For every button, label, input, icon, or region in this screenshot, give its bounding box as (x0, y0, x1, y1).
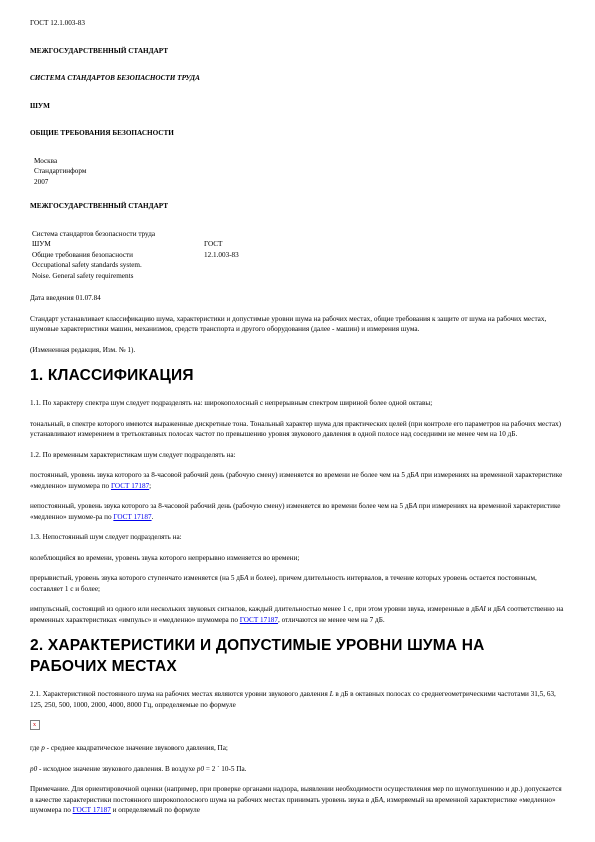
text: прерывистый, уровень звука которого ступенчато изменяется (на 5 дБ (30, 574, 245, 582)
text: где (30, 744, 42, 752)
text: - среднее квадратическое значение звукового давления, Па; (44, 744, 228, 752)
section-1-heading: 1. КЛАССИФИКАЦИЯ (30, 367, 194, 384)
title-line: Система стандартов безопасности труда (32, 229, 156, 238)
publisher-name: Стандартинформ (34, 167, 87, 175)
symbol-p0: p0 (196, 764, 205, 773)
unit-symbol: A (244, 574, 249, 582)
interstate-standard-label: МЕЖГОСУДАРСТВЕННЫЙ СТАНДАРТ (30, 46, 169, 55)
scope-paragraph: Стандарт устанавливает классификацию шума, характеристики и допустимые уровни шума на рабочих местах, общие требования к защите от шума на рабочих местах, шумовые характеристики машин, механизмов, средств транспорта и другого оборудования (далее - машин) и измерения шума. (30, 314, 547, 333)
gost-17187-link[interactable]: ГОСТ 17187 (239, 615, 278, 624)
paragraph-1-2-nonconstant (30, 501, 565, 522)
text: Примечание. Для ориентировочной оценки (например, при проверке органами надзора, выявлении необходимости осуществления мер по шумоглушению и др.) допускается в качестве характеристики постоянного широкополосного шума на рабочих местах принимать уровень звука в дБ (30, 785, 562, 804)
general-requirements-title: ОБЩИЕ ТРЕБОВАНИЯ БЕЗОПАСНОСТИ (30, 129, 174, 137)
formula-image (30, 720, 565, 743)
symbol-p: p (41, 744, 45, 752)
text: соответственно на временных характеристиках «импульс» и «медленно» шумомера по (30, 605, 564, 624)
paragraph-2-1 (30, 689, 565, 710)
text: и более), причем длительность интервалов, в течение которых уровень остается постоянным, составляет 1 с и более; (30, 574, 537, 593)
text: , отличаются не менее чем на 7 дБ. (277, 615, 385, 624)
unit-symbol: A (501, 605, 506, 613)
publisher-city: Москва (34, 156, 58, 165)
publisher-year: 2007 (34, 177, 49, 186)
publisher-block (34, 156, 565, 188)
gost-17187-link[interactable]: ГОСТ 17187 (72, 806, 111, 814)
title-line: ШУМ (32, 240, 51, 248)
title-block-table (32, 229, 239, 282)
unit-symbol: A (414, 471, 419, 479)
text: - исходное значение звукового давления. В воздухе (37, 764, 197, 773)
where-line (30, 743, 565, 754)
title-gost-label: ГОСТ (204, 240, 223, 248)
symbol-p0: p0 (30, 764, 38, 773)
text: ; (149, 481, 152, 490)
paragraph-1-3-fluctuating: колеблющийся во времени, уровень звука которого непрерывно изменяется во времени; (30, 553, 300, 562)
text: , измеряемый на временной характеристике «медленно» шумомера по (30, 795, 556, 814)
title-line: Общие требования безопасности (32, 250, 134, 259)
text: при измерениях на временной характеристике «медленно» шумоме-ра по (30, 502, 561, 521)
gost-17187-link[interactable]: ГОСТ 17187 (113, 512, 152, 521)
text: = 2 ´ 10-5 Па. (204, 764, 247, 773)
unit-symbol: AI (478, 605, 486, 613)
title-block-left (32, 229, 204, 282)
text: при измерениях на временной характеристике «медленно» шумомера по (30, 471, 563, 490)
system-title: СИСТЕМА СТАНДАРТОВ БЕЗОПАСНОСТИ ТРУДА (30, 74, 200, 82)
symbol-l: L (329, 690, 334, 698)
title-block-right (204, 229, 239, 282)
unit-symbol: A (412, 502, 418, 510)
gost-17187-link[interactable]: ГОСТ 17187 (110, 481, 150, 490)
paragraph-1-2-constant (30, 470, 565, 491)
interstate-standard-label-2: МЕЖГОСУДАРСТВЕННЫЙ СТАНДАРТ (30, 202, 169, 210)
paragraph-1-3-intermittent (30, 573, 565, 594)
paragraph-1-1-tonal: тональный, в спектре которого имеются выраженные дискретные тона. Тональный характер шума для практических целей (при контроле его параметров на рабочих местах) устанавливают измерением в третьоктавных полосах частот по превышению уровня звукового давления в одной полосе над соседними не менее чем на 10 дБ. (30, 419, 562, 438)
text: и определяемый по формуле (110, 806, 200, 814)
text: в дБ в октавных полосах со среднегеометрическими частотами 31,5, 63, 125, 250, 500, 1000, 2000, 4000, 8000 Гц, определяемые по формуле (30, 690, 556, 709)
title-line: Noise. General safety requirements (32, 271, 134, 280)
paragraph-1-2: 1.2. По временным характеристикам шум следует подразделять на: (30, 450, 236, 459)
text: постоянный, уровень звука которого за 8-часовой рабочий день (рабочую смену) изменяется во времени не более чем на 5 дБ (30, 471, 415, 479)
text: . (151, 512, 154, 521)
title-line: Occupational safety standards system. (32, 261, 142, 269)
paragraph-1-3-impulse (30, 604, 565, 625)
gost-code: ГОСТ 12.1.003-83 (30, 19, 85, 27)
reference-pressure-line (30, 764, 565, 775)
title-gost-code: 12.1.003-83 (204, 250, 239, 259)
unit-symbol: A (378, 795, 384, 804)
text: и дБ (485, 605, 502, 613)
broken-image-icon: x (30, 720, 40, 730)
note-paragraph (30, 784, 565, 816)
text: 2.1. Характеристикой постоянного шума на рабочих местах являются уровни звукового давления (30, 690, 330, 698)
text: импульсный, состоящий из одного или нескольких звуковых сигналов, каждый длительностью менее 1 с, при этом уровни звука, измеренные в дБ (30, 605, 479, 613)
paragraph-1-1: 1.1. По характеру спектра шум следует подразделять на: широкополосный с непрерывным спектром шириной более одной октавы; (30, 399, 433, 407)
paragraph-1-3: 1.3. Непостоянный шум следует подразделять на: (30, 533, 182, 541)
edition-note: (Измененная редакция, Изм. № 1). (30, 345, 136, 354)
introduction-date: Дата введения 01.07.84 (30, 294, 101, 302)
section-2-heading: 2. ХАРАКТЕРИСТИКИ И ДОПУСТИМЫЕ УРОВНИ ШУМА НА РАБОЧИХ МЕСТАХ (30, 637, 485, 675)
text: непостоянный, уровень звука которого за 8-часовой рабочий день (рабочую смену) изменяется во времени более чем на 5 дБ (30, 502, 413, 510)
subject-title: ШУМ (30, 101, 50, 110)
